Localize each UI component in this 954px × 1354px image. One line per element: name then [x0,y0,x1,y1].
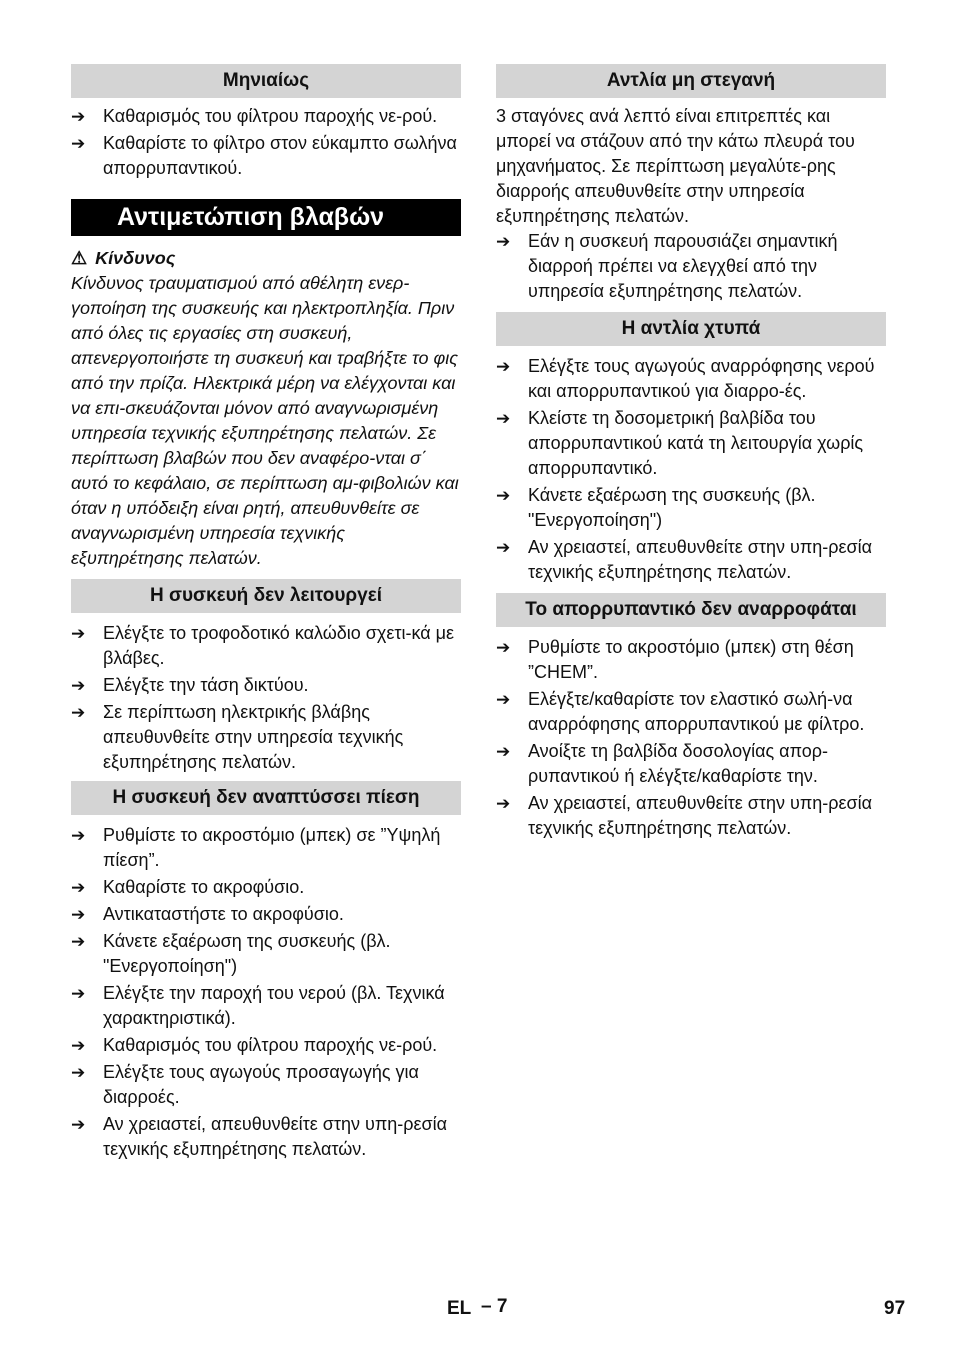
arrow-bullet-icon: ➔ [71,676,86,695]
list-item [71,902,461,927]
arrow-bullet-icon: ➔ [71,624,86,643]
list-item [496,229,886,304]
section-heading-monthly: Μηνιαίως [71,64,461,98]
list-item [496,535,886,585]
list-item-text: Καθαρισμός του φίλτρου παροχής νε-ρού. [103,106,438,126]
list-item [71,1033,461,1058]
list-item-text: Ανοίξτε τη βαλβίδα δοσολογίας απορ-ρυπαντικού ή ελέγξτε/καθαρίστε την. [528,741,828,786]
section-heading-no-pressure: Η συσκευή δεν αναπτύσσει πίεση [71,781,461,815]
list-item-text: Ρυθμίστε το ακροστόμιο (μπεκ) στη θέση ”CHEM”. [528,637,854,682]
list-item [496,739,886,789]
list-item-text: Ελέγξτε την τάση δικτύου. [103,675,309,695]
footer-page-number: 97 [884,1298,906,1319]
list-item-text: Ελέγξτε το τροφοδοτικό καλώδιο σχετι-κά με βλάβες. [103,623,455,668]
list-item [496,635,886,685]
list-item-text: Κάνετε εξαέρωση της συσκευής (βλ. "Ενεργοποίηση") [528,485,816,530]
section-heading-not-working: Η συσκευή δεν λειτουργεί [71,579,461,613]
arrow-bullet-icon: ➔ [71,984,86,1003]
arrow-bullet-icon: ➔ [71,134,86,153]
list-item-text: Καθαρίστε το φίλτρο στον εύκαμπτο σωλήνα απορρυπαντικού. [103,133,457,178]
list-item [71,823,461,873]
arrow-bullet-icon: ➔ [71,703,86,722]
list-item-text: Κάνετε εξαέρωση της συσκευής (βλ. "Ενεργοποίηση") [103,931,391,976]
pump-knocks-list [496,354,886,585]
list-item [71,875,461,900]
not-working-list [71,621,461,775]
right-column [496,64,886,843]
list-item-text: Ελέγξτε την παροχή του νερού (βλ. Τεχνικά χαρακτηριστικά). [103,983,445,1028]
list-item [496,354,886,404]
list-item [71,700,461,775]
list-item [496,406,886,481]
list-item [71,1112,461,1162]
monthly-list [71,104,461,181]
list-item-text: Εάν η συσκευή παρουσιάζει σημαντική διαρροή πρέπει να ελεγχθεί από την υπηρεσία εξυπηρέτησης πελατών. [528,231,838,301]
arrow-bullet-icon: ➔ [496,742,511,761]
arrow-bullet-icon: ➔ [496,486,511,505]
list-item-text: Καθαρίστε το ακροφύσιο. [103,877,305,897]
arrow-bullet-icon: ➔ [71,107,86,126]
pump-leak-text: 3 σταγόνες ανά λεπτό είναι επιτρεπτές και μπορεί να στάζουν από την κάτω πλευρά του μηχανήματος. Σε περίπτωση μεγαλύτε-ρης διαρροής απευθυνθείτε στην υπηρεσία εξυπηρέτησης πελατών. [496,106,855,226]
list-item-text: Ελέγξτε τους αγωγούς προσαγωγής για διαρροές. [103,1062,419,1107]
detergent-list [496,635,886,841]
section-heading-detergent: Το απορρυπαντικό δεν αναρροφάται [496,593,886,627]
arrow-bullet-icon: ➔ [496,409,511,428]
arrow-bullet-icon: ➔ [496,690,511,709]
list-item-text: Ρυθμίστε το ακροστόμιο (μπεκ) σε ”Υψηλή πίεση”. [103,825,441,870]
chapter-title-troubleshooting: Αντιμετώπιση βλαβών [71,199,461,236]
list-item [71,981,461,1031]
list-item-text: Σε περίπτωση ηλεκτρικής βλάβης απευθυνθείτε στην υπηρεσία τεχνικής εξυπηρέτησης πελατών. [103,702,404,772]
list-item-text: Αν χρειαστεί, απευθυνθείτε στην υπη-ρεσία τεχνικής εξυπηρέτησης πελατών. [103,1114,448,1159]
arrow-bullet-icon: ➔ [496,357,511,376]
arrow-bullet-icon: ➔ [71,826,86,845]
list-item-text: Αν χρειαστεί, απευθυνθείτε στην υπη-ρεσία τεχνικής εξυπηρέτησης πελατών. [528,537,873,582]
list-item-text: Αντικαταστήστε το ακροφύσιο. [103,904,344,924]
list-item [496,791,886,841]
arrow-bullet-icon: ➔ [71,932,86,951]
list-item [496,687,886,737]
list-item-text: Κλείστε τη δοσομετρική βαλβίδα του απορρυπαντικού κατά τη λειτουργία χωρίς απορρυπαντικό. [528,408,864,478]
danger-title: ⚠ Κίνδυνος [71,248,176,268]
list-item [71,621,461,671]
pump-leak-list [496,229,886,304]
footer-section-number: – 7 [481,1296,508,1317]
list-item-text: Καθαρισμός του φίλτρου παροχής νε-ρού. [103,1035,438,1055]
arrow-bullet-icon: ➔ [71,905,86,924]
arrow-bullet-icon: ➔ [496,638,511,657]
no-pressure-list [71,823,461,1162]
list-item [71,131,461,181]
list-item [71,104,461,129]
left-column [71,64,461,1164]
section-heading-pump-leak: Αντλία μη στεγανή [496,64,886,98]
list-item-text: Ελέγξτε/καθαρίστε τον ελαστικό σωλή-να αναρρόφησης απορρυπαντικού με φίλτρο. [528,689,865,734]
section-heading-pump-knocks: Η αντλία χτυπά [496,312,886,346]
warning-triangle-icon: ⚠ [71,248,88,268]
danger-text: Κίνδυνος τραυματισμού από αθέλητη ενερ-γοποίηση της συσκευής και ηλεκτροπληξία. Πριν από όλες τις εργασίες στη συσκευή, απενεργοποιήστε τη συσκευή και τραβήξτε το φις από την πρίζα. Ηλεκτρικά μέρη να ελέγχονται και να επι-σκευάζονται μόνον από αναγνωρισμένη υπηρεσία τεχνικής εξυπηρέτησης πελατών. Σε περίπτωση βλαβών που δεν αναφέρο-νται σ΄ αυτό το κεφάλαιο, σε περίπτωση αμ-φιβολιών και όταν η υπόδειξη είναι ρητή, απευθυνθείτε σε αναγνωρισμένη υπηρεσία τεχνικής εξυπηρέτησης πελατών. [71,273,459,568]
arrow-bullet-icon: ➔ [71,1063,86,1082]
arrow-bullet-icon: ➔ [71,878,86,897]
arrow-bullet-icon: ➔ [71,1115,86,1134]
arrow-bullet-icon: ➔ [496,232,511,251]
list-item [71,1060,461,1110]
list-item [496,483,886,533]
list-item [71,673,461,698]
arrow-bullet-icon: ➔ [71,1036,86,1055]
arrow-bullet-icon: ➔ [496,794,511,813]
arrow-bullet-icon: ➔ [496,538,511,557]
footer-language: EL [447,1298,472,1319]
list-item-text: Ελέγξτε τους αγωγούς αναρρόφησης νερού και απορρυπαντικού για διαρρο-ές. [528,356,875,401]
list-item-text: Αν χρειαστεί, απευθυνθείτε στην υπη-ρεσία τεχνικής εξυπηρέτησης πελατών. [528,793,873,838]
list-item [71,929,461,979]
